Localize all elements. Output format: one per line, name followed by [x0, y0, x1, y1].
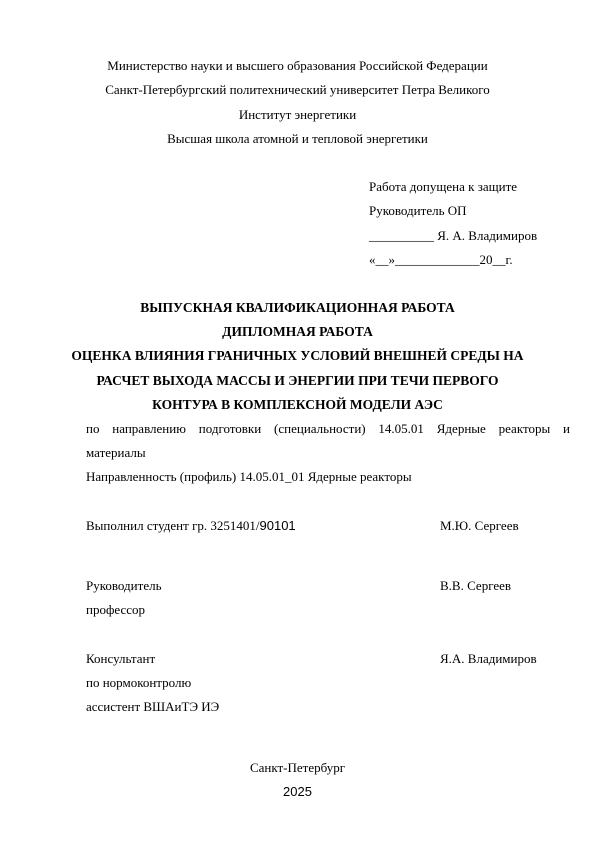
student-name: М.Ю. Сергеев	[440, 518, 519, 533]
direction-line-1: по направлению подготовки (специальности) 14.05.01 Ядерные реакторы и	[86, 421, 570, 436]
thesis-title-line-1: ОЦЕНКА ВЛИЯНИЯ ГРАНИЧНЫХ УСЛОВИЙ ВНЕШНЕЙ СРЕДЫ НА	[71, 348, 524, 363]
student-group-suffix: 90101	[259, 518, 296, 533]
consultant-name: Я.А. Владимиров	[440, 651, 537, 666]
consultant-label: Консультант	[86, 651, 156, 666]
consultant-role: по нормоконтролю	[86, 675, 192, 690]
thesis-title-line-2: РАСЧЕТ ВЫХОДА МАССЫ И ЭНЕРГИИ ПРИ ТЕЧИ ПЕРВОГО	[96, 373, 499, 388]
student-label-text: Выполнил студент гр. 3251401/	[86, 518, 260, 533]
school-name: Высшая школа атомной и тепловой энергетики	[167, 131, 428, 146]
year: 2025	[283, 784, 312, 799]
consultant-position: ассистент ВШАиТЭ ИЭ	[86, 699, 220, 714]
approval-admitted: Работа допущена к защите	[369, 179, 518, 194]
work-subtype-title: ДИПЛОМНАЯ РАБОТА	[222, 324, 373, 339]
supervisor-label: Руководитель	[86, 578, 162, 593]
work-type-title: ВЫПУСКНАЯ КВАЛИФИКАЦИОННАЯ РАБОТА	[140, 300, 455, 315]
approval-signature-line	[369, 228, 537, 244]
university-name: Санкт-Петербургский политехнический университет Петра Великого	[105, 82, 490, 97]
approval-head: Руководитель ОП	[369, 203, 467, 218]
profile-line: Направленность (профиль) 14.05.01_01 Ядерные реакторы	[86, 469, 412, 484]
supervisor-title: профессор	[86, 602, 146, 617]
city: Санкт-Петербург	[249, 760, 346, 775]
ministry-name: Министерство науки и высшего образования Российской Федерации	[107, 58, 488, 73]
approval-date-line: «__»_____________20__г.	[369, 252, 513, 267]
direction-line-2: материалы	[86, 445, 146, 460]
supervisor-name: В.В. Сергеев	[440, 578, 512, 593]
thesis-title-line-3: КОНТУРА В КОМПЛЕКСНОЙ МОДЕЛИ АЭС	[152, 397, 443, 412]
student-label	[86, 518, 296, 534]
institute-name: Институт энергетики	[238, 107, 357, 122]
signature-blank: __________	[369, 228, 434, 243]
approval-head-name: Я. А. Владимиров	[437, 228, 538, 243]
